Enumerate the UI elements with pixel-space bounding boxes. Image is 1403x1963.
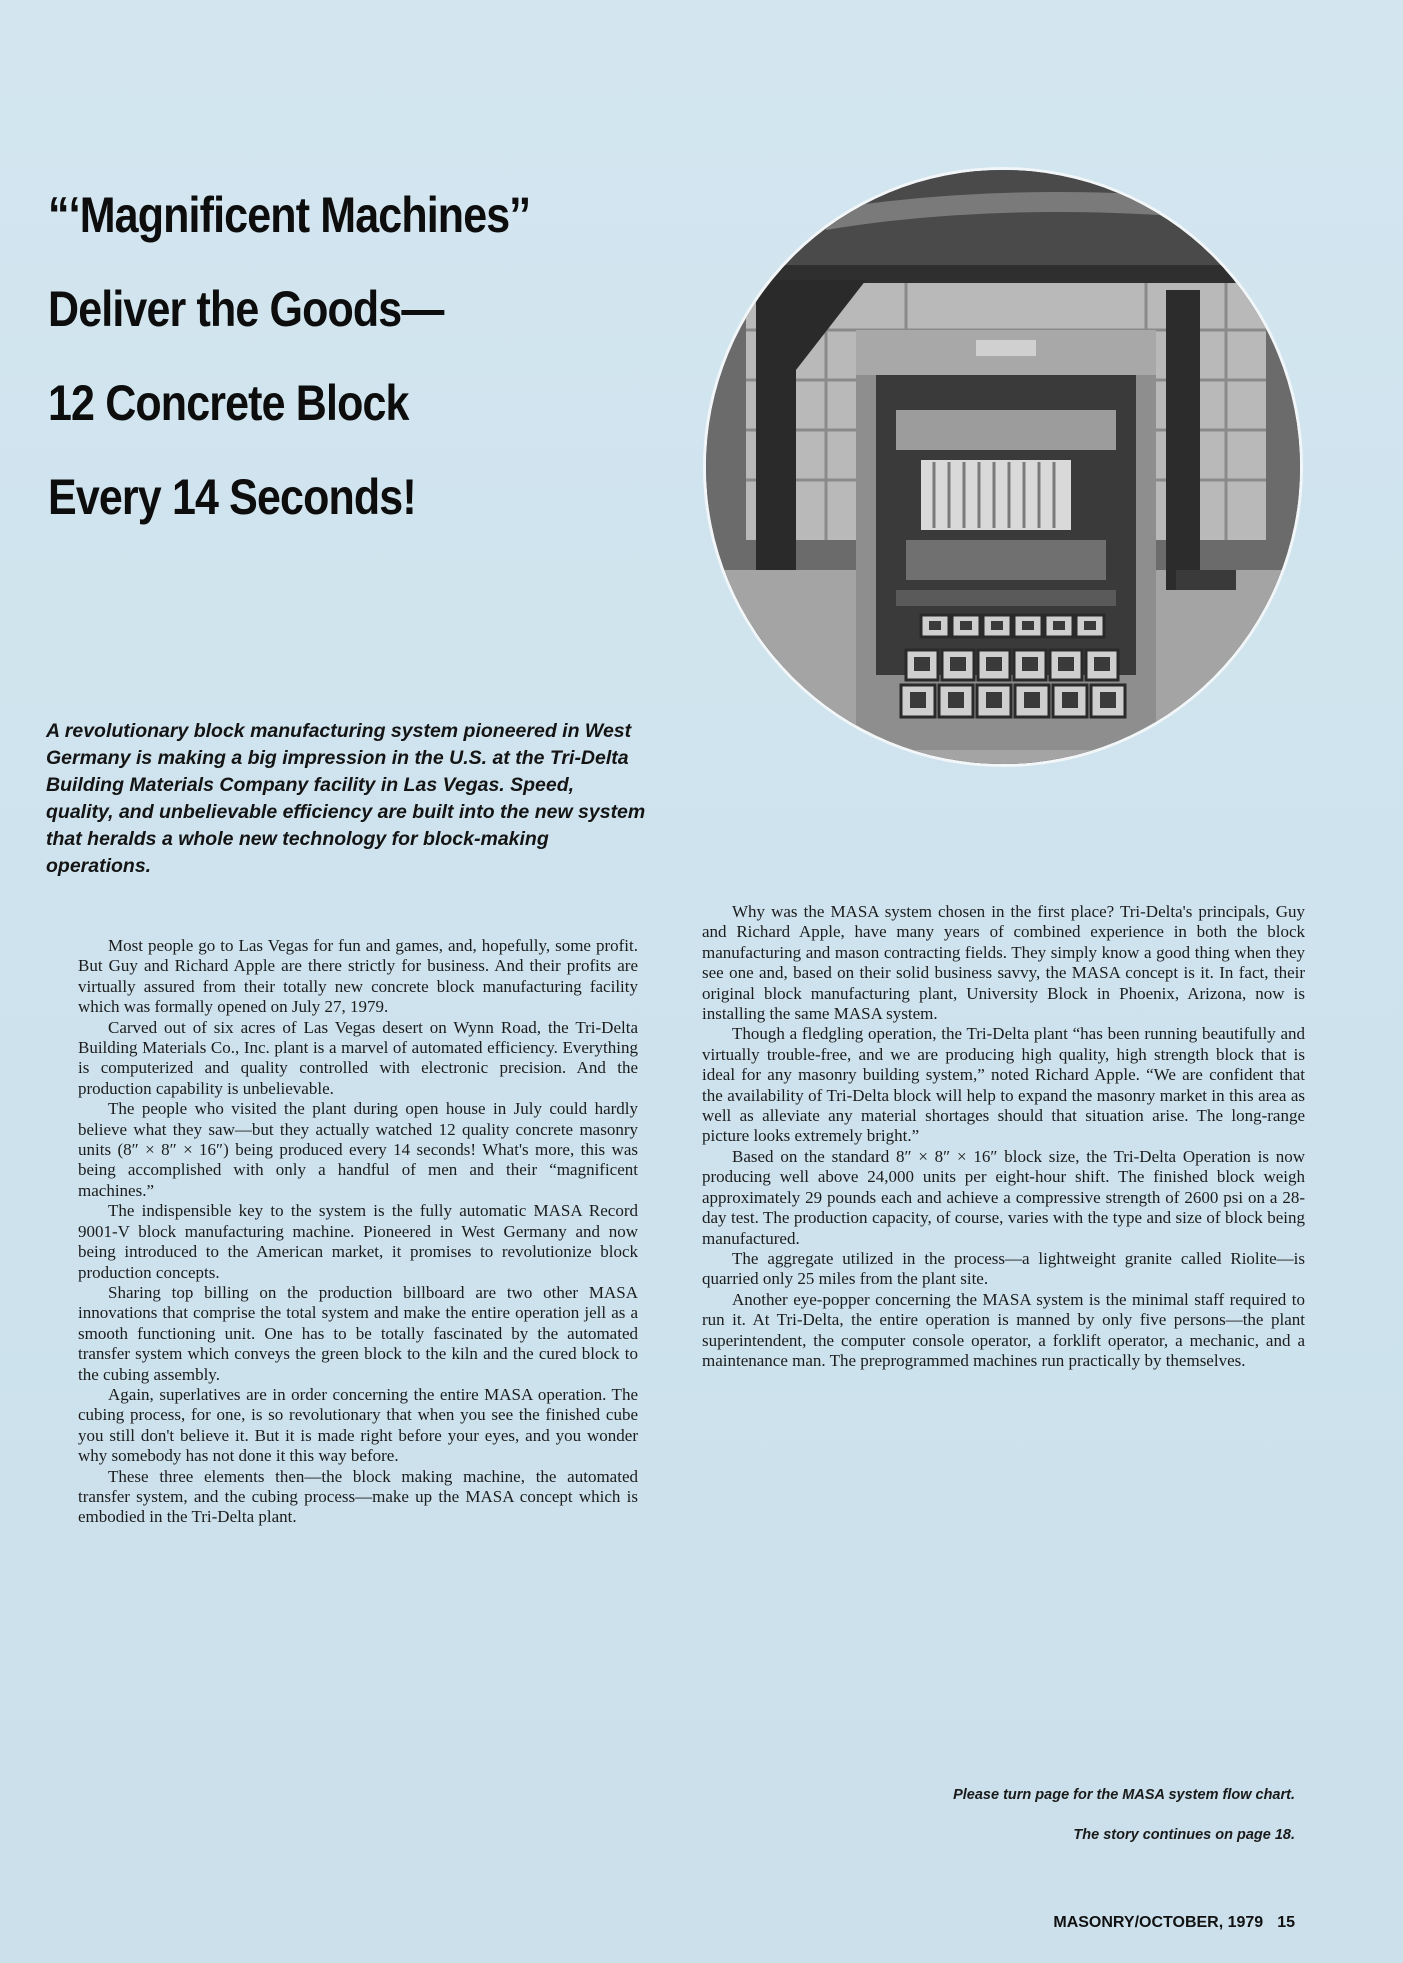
paragraph: The aggregate utilized in the process—a lightweight granite called Riolite—is quarried only 25 miles from the plant site. xyxy=(702,1248,1305,1289)
paragraph: Based on the standard 8″ × 8″ × 16″ block size, the Tri-Delta Operation is now producing well above 24,000 units per eight-hour shift. The finished block weigh approximately 29 pounds each and achieve a compressive strength of 2600 psi on a 28-day test. The production capacity, of course, varies with the type and size of block being manufactured. xyxy=(702,1146,1305,1248)
block-machine-illustration xyxy=(706,170,1300,764)
continued-note: The story continues on page 18. xyxy=(1073,1827,1295,1843)
body-column-left xyxy=(78,936,638,1528)
body-column-right xyxy=(702,902,1305,1371)
paragraph: Again, superlatives are in order concerning the entire MASA operation. The cubing process, for one, is so revolutionary that when you see the finished cube you still don't believe it. But it is made right before your eyes, and you wonder why somebody has not done it this way before. xyxy=(78,1384,638,1466)
paragraph: Sharing top billing on the production billboard are two other MASA innovations that comprise the total system and make the entire operation jell as a smooth functioning unit. One has to be totally fascinated by the automated transfer system which conveys the green block to the kiln and the cured block to the cubing assembly. xyxy=(78,1282,638,1384)
paragraph: Though a fledgling operation, the Tri-Delta plant “has been running beautifully and virtually trouble-free, and we are producing high quality, high strength block that is ideal for any masonry building system,” noted Richard Apple. “We are confident that the availability of Tri-Delta block will help to expand the masonry market in this area as well as alleviate any material shortages should that situation arise. The long-range picture looks extremely bright.” xyxy=(702,1024,1305,1146)
paragraph: These three elements then—the block making machine, the automated transfer system, and the cubing process—make up the MASA concept which is embodied in the Tri-Delta plant. xyxy=(78,1466,638,1527)
headline-line: Deliver the Goods— xyxy=(48,281,444,337)
headline-line: 12 Concrete Block xyxy=(48,375,409,431)
article-deck: A revolutionary block manufacturing system pioneered in West Germany is making a big impression in the U.S. at the Tri-Delta Building Materials Company facility in Las Vegas. Speed, quality, and unbelievable efficiency are built into the new system that heralds a whole new technology for block-making operations. xyxy=(46,720,646,877)
headline-line: Every 14 Seconds! xyxy=(48,469,416,525)
paragraph: Most people go to Las Vegas for fun and games, and, hopefully, some profit. But Guy and Richard Apple are there strictly for business. And their profits are virtually assured from their totally new concrete block manufacturing facility which was formally opened on July 27, 1979. xyxy=(78,936,638,1017)
publication-line: MASONRY/OCTOBER, 1979 xyxy=(1053,1914,1264,1931)
page-folio xyxy=(1053,1914,1295,1932)
headline xyxy=(48,168,598,544)
paragraph: The indispensible key to the system is the fully automatic MASA Record 9001-V block manufacturing machine. Pioneered in West Germany and now being introduced to the American market, it promises to revolutionize block production concepts. xyxy=(78,1201,638,1282)
paragraph: Why was the MASA system chosen in the first place? Tri-Delta's principals, Guy and Richard Apple, have many years of combined experience in both the block manufacturing and mason contracting fields. They simply know a good thing when they see one and, based on their solid business savvy, the MASA concept is it. In fact, their original block manufacturing plant, University Block in Phoenix, Arizona, now is installing the same MASA system. xyxy=(702,902,1305,1024)
machine-photo xyxy=(706,170,1300,764)
page-number: 15 xyxy=(1277,1914,1295,1931)
paragraph: Carved out of six acres of Las Vegas desert on Wynn Road, the Tri-Delta Building Materials Co., Inc. plant is a marvel of automated efficiency. Everything is computerized and quality controlled with electronic precision. And the production capability is unbelievable. xyxy=(78,1017,638,1098)
paragraph: Another eye-popper concerning the MASA system is the minimal staff required to run it. At Tri-Delta, the entire operation is manned by only five persons—the plant superintendent, the computer console operator, a forklift operator, a mechanic, and a maintenance man. The preprogrammed machines run practically by themselves. xyxy=(702,1289,1305,1370)
turn-page-note: Please turn page for the MASA system flow chart. xyxy=(953,1787,1295,1803)
paragraph: The people who visited the plant during open house in July could hardly believe what they saw—but they actually watched 12 quality concrete masonry units (8″ × 8″ × 16″) being produced every 14 seconds! What's more, this was being accomplished with only a handful of men and their “magnificent machines.” xyxy=(78,1099,638,1200)
headline-line: “‘Magnificent Machines’’ xyxy=(48,187,530,243)
